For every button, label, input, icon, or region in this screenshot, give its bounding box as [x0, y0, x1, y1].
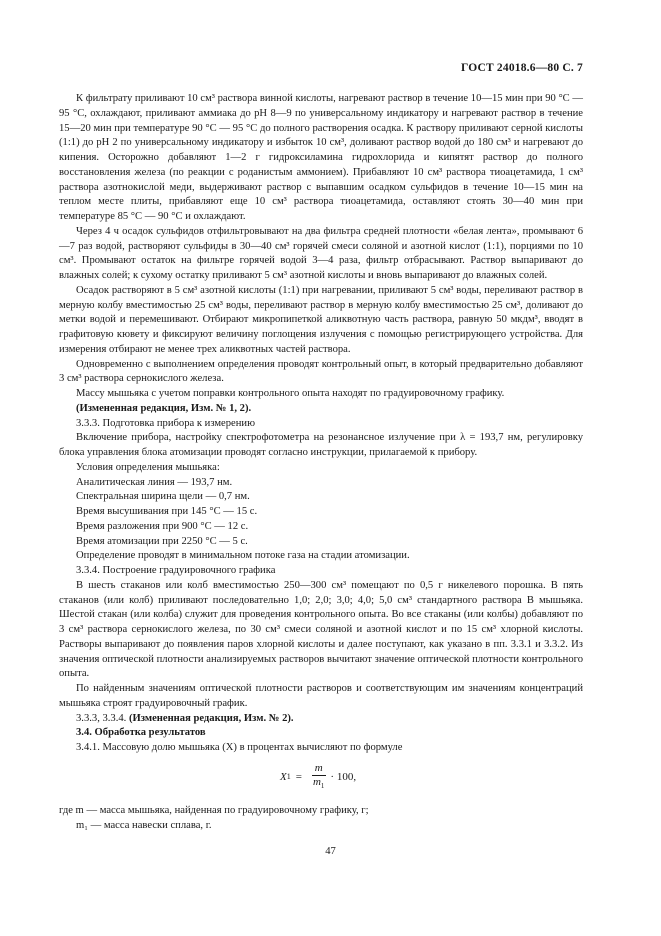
formula-tail: · 100,: [330, 770, 357, 783]
formula: X 1 = $\frac{m}{m_1}$ · 100,: [59, 758, 583, 798]
amendment-note-2: [59, 712, 583, 727]
section-heading-34: 3.4. Обработка результатов: [76, 727, 206, 739]
page-number: 47: [325, 846, 336, 857]
paragraph: 3.4.1. Массовую долю мышьяка (X) в процентах вычисляют по формуле: [76, 742, 403, 753]
condition-item: Аналитическая линия — 193,7 нм.: [76, 476, 233, 488]
formula-lhs: X: [280, 770, 287, 783]
where-clause: где m — масса мышьяка, найденная по градуировочному графику, г;: [59, 804, 369, 816]
condition-item: Время атомизации при 2250 °С — 5 с.: [76, 535, 248, 547]
amendment-text: (Измененная редакция, Изм. № 2).: [128, 712, 294, 724]
condition-item: Спектральная ширина щели — 0,7 нм.: [76, 491, 250, 503]
where-clause: m₁ — масса навески сплава, г.: [76, 819, 212, 831]
formula-denominator: $m_1$: [312, 775, 325, 790]
paragraph: Осадок растворяют в 5 см³ азотной кислоты (1:1) при нагревании, приливают 5 см³ воды, переливают раствор в мерную колбу вместимостью 25 см³ воды, переливают раствор в мерную колбу вместимостью 25 см³, доливают до метки водой и перемешивают. Отбирают микропипеткой аликвотную часть раствора, равную 50 мкдм³, вводят в графитовую кювету и фиксируют величину поглощения излучения с помощью регистрирующего устройства. Для измерения отбирают не менее трех аликвотных частей раствора.: [59, 284, 583, 355]
paragraph: Массу мышьяка с учетом поправки контрольного опыта находят по градуировочному графику.: [76, 388, 505, 399]
conditions-note: Определение проводят в минимальном потоке газа на стадии атомизации.: [76, 550, 410, 562]
paragraph: По найденным значениям оптической плотности растворов и соответствующим им значениям концентраций мышьяка строят градуировочный график.: [59, 683, 583, 709]
amendment-ref: 3.3.3, 3.3.4.: [76, 712, 127, 724]
formula-numerator: m: [312, 762, 326, 776]
document-body: [59, 92, 583, 833]
paragraph: Через 4 ч осадок сульфидов отфильтровывают на два фильтра средней плотности «белая лента», промывают 6—7 раз водой, растворяют сульфиды в 30—40 см³ горячей смеси соляной и азотной кислот (1:1), порциями по 10 см³. Промывают остаток на фильтре горячей водой 3—4 раза, фильтр отбрасывают. Раствор выпаривают до влажных солей; к сухому остатку приливают 5 см³ азотной кислоты и вновь выпаривают до влажных солей.: [59, 225, 583, 281]
conditions-title: Условия определения мышьяка:: [76, 461, 220, 473]
paragraph: В шесть стаканов или колб вместимостью 250—300 см³ помещают по 0,5 г никелевого порошка. В пять стаканов (или колб) приливают последовательно 1,0; 2,0; 3,0; 4,0; 5,0 см³ стандартного раствора В мышьяка. Шестой стакан (или колба) служит для проведения контрольного опыта. Во все стаканы (или колбы) добавляют по 3 см³ раствора сернокислого железа, по 30 см³ смеси соляной и азотной кислот и по 15 см³ хлорной кислоты. Растворы выпаривают до появления паров хлорной кислоты и далее поступают, как указано в пп. 3.3.1 и 3.3.2. Из значения оптической плотности анализируемых растворов вычитают значение оптической плотности контрольного опыта.: [59, 579, 583, 680]
paragraph: К фильтрату приливают 10 см³ раствора винной кислоты, нагревают раствор в течение 10—15 мин при 90 °С — 95 °С, охлаждают, приливают аммиака до рН 8—9 по универсальному индикатору и нагревают раствор в течение 15—20 мин при температуре 90 °С — 95 °С до полного растворения осадка. К раствору приливают серной кислоты (1:1) до рН 2 по универсальному индикатору и избыток 10 см³, доливают раствор водой до 180 см³ и нагревают до кипения. Осторожно добавляют 1—2 г гидроксиламина гидрохлорида и кипятят раствор до полного восстановления железа (по реакции с роданистым аммонием). Прибавляют 10 см³ раствора тиоацетамида, 1 см³ раствора азотнокислой меди, выдерживают раствор с выпавшим осадком сульфидов в течение 10—15 мин на теплом месте плиты, прибавляют еще 10 см³ раствора тиоацетамида, оставляют стоять 30—40 мин при температуре 85 °С — 90 °С и охлаждают.: [59, 93, 583, 222]
section-heading-334: 3.3.4. Построение градуировочного графика: [76, 565, 276, 576]
formula-lhs-sub: 1: [286, 771, 291, 781]
paragraph: Включение прибора, настройку спектрофотометра на резонансное излучение при λ = 193,7 нм, регулировку блока управления блока атомизации проводят согласно инструкции, прилагаемой к прибору.: [59, 432, 583, 458]
condition-item: Время разложения при 900 °С — 12 с.: [76, 520, 249, 532]
page-header: ГОСТ 24018.6—80 С. 7: [460, 62, 583, 74]
section-heading-333: 3.3.3. Подготовка прибора к измерению: [76, 417, 256, 429]
paragraph: Одновременно с выполнением определения проводят контрольный опыт, в который предварительно добавляют 3 см³ раствора сернокислого железа.: [59, 358, 583, 385]
condition-item: Время высушивания при 145 °С — 15 с.: [76, 506, 258, 517]
amendment-note: (Измененная редакция, Изм. № 1, 2).: [76, 402, 252, 414]
formula-fraction: [310, 762, 327, 793]
